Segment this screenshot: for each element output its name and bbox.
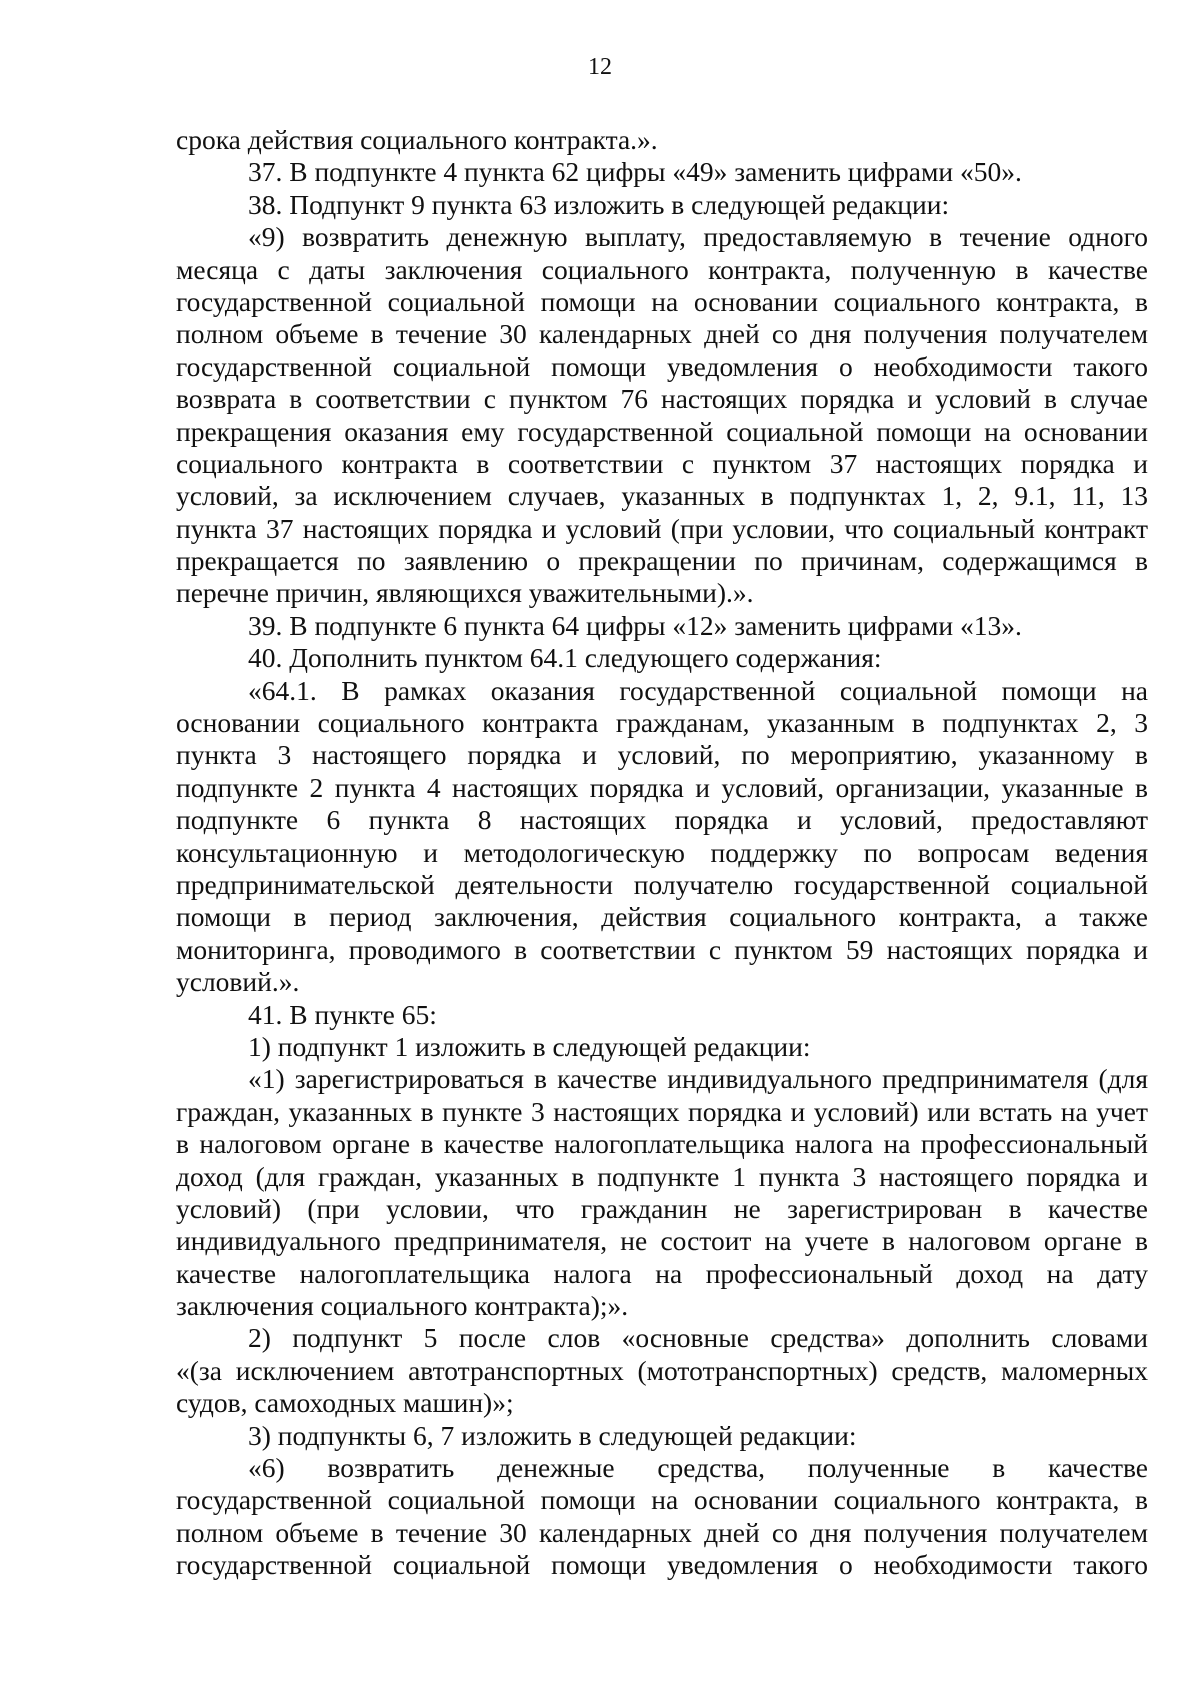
text-line: условий, за исключением случаев, указанных в подпунктах 1, 2, 9.1, 11, 13 [176, 480, 1148, 512]
text-line: государственной социальной помощи на основании социального контракта, в [176, 1484, 1148, 1516]
text-line: помощи в период заключения, действия социального контракта, а также [176, 901, 1148, 933]
text-line: судов, самоходных машин)»; [176, 1387, 514, 1419]
text-line: «6) возвратить денежные средства, полученные в качестве [248, 1452, 1148, 1484]
text-line: подпункте 6 пункта 8 настоящих порядка и условий, предоставляют [176, 804, 1148, 836]
text-line: 1) подпункт 1 изложить в следующей редакции: [248, 1030, 811, 1062]
text-line: 41. В пункте 65: [248, 998, 437, 1030]
text-line: основании социального контракта гражданам, указанным в подпунктах 2, 3 [176, 707, 1148, 739]
text-line: условий) (при условии, что гражданин не зарегистрирован в качестве [176, 1192, 1148, 1224]
text-line: 37. В подпункте 4 пункта 62 цифры «49» заменить цифрами «50». [248, 156, 1022, 188]
text-line: заключения социального контракта);». [176, 1290, 629, 1322]
text-line: граждан, указанных в пункте 3 настоящих порядка и условий) или встать на учет [176, 1095, 1148, 1127]
text-line: полном объеме в течение 30 календарных дней со дня получения получателем [176, 318, 1148, 350]
text-line: социального контракта в соответствии с пунктом 37 настоящих порядка и [176, 447, 1148, 479]
text-line: «(за исключением автотранспортных (мототранспортных) средств, маломерных [176, 1354, 1148, 1386]
text-line: государственной социальной помощи уведомления о необходимости такого [176, 1549, 1148, 1581]
text-line: предпринимательской деятельности получателю государственной социальной [176, 868, 1148, 900]
text-line: государственной социальной помощи на основании социального контракта, в [176, 285, 1148, 317]
document-body [176, 124, 1148, 1582]
text-line: консультационную и методологическую поддержку по вопросам ведения [176, 836, 1148, 868]
text-line: прекращается по заявлению о прекращении по причинам, содержащимся в [176, 545, 1148, 577]
text-line: «1) зарегистрироваться в качестве индивидуального предпринимателя (для [248, 1063, 1148, 1095]
text-line: в налоговом органе в качестве налогоплательщика налога на профессиональный [176, 1128, 1148, 1160]
text-line: «64.1. В рамках оказания государственной социальной помощи на [248, 674, 1148, 706]
text-line: условий.». [176, 966, 300, 998]
text-line: государственной социальной помощи уведомления о необходимости такого [176, 350, 1148, 382]
text-line: 3) подпункты 6, 7 изложить в следующей редакции: [248, 1419, 857, 1451]
page-number: 12 [588, 54, 612, 80]
text-line: перечне причин, являющихся уважительными).». [176, 577, 754, 609]
text-line: пункта 37 настоящих порядка и условий (при условии, что социальный контракт [176, 512, 1148, 544]
text-line: подпункте 2 пункта 4 настоящих порядка и условий, организации, указанные в [176, 771, 1148, 803]
text-line: доход (для граждан, указанных в подпункте 1 пункта 3 настоящего порядка и [176, 1160, 1148, 1192]
text-line: индивидуального предпринимателя, не состоит на учете в налоговом органе в [176, 1225, 1148, 1257]
text-line: 2) подпункт 5 после слов «основные средства» дополнить словами [248, 1322, 1148, 1354]
text-line: 40. Дополнить пунктом 64.1 следующего содержания: [248, 642, 882, 674]
text-line: возврата в соответствии с пунктом 76 настоящих порядка и условий в случае [176, 383, 1148, 415]
text-line: пункта 3 настоящего порядка и условий, по мероприятию, указанному в [176, 739, 1148, 771]
text-line: полном объеме в течение 30 календарных дней со дня получения получателем [176, 1516, 1148, 1548]
text-line: качестве налогоплательщика налога на профессиональный доход на дату [176, 1257, 1148, 1289]
text-line: срока действия социального контракта.». [176, 124, 658, 155]
text-line: прекращения оказания ему государственной социальной помощи на основании [176, 415, 1148, 447]
text-line: «9) возвратить денежную выплату, предоставляемую в течение одного [248, 221, 1148, 253]
text-line: 39. В подпункте 6 пункта 64 цифры «12» заменить цифрами «13». [248, 609, 1022, 641]
text-line: месяца с даты заключения социального контракта, полученную в качестве [176, 253, 1148, 285]
text-line: мониторинга, проводимого в соответствии с пунктом 59 настоящих порядка и [176, 933, 1148, 965]
text-line: 38. Подпункт 9 пункта 63 изложить в следующей редакции: [248, 188, 950, 220]
